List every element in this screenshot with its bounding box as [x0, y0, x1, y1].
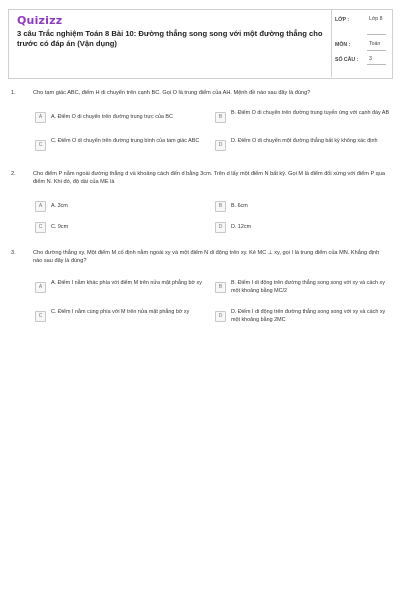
- option-text: D. Điểm I di động trên đường thẳng song song với xy và cách xy một khoảng bằng 2MC: [231, 309, 386, 323]
- option-text: B. Điểm I di động trên đường thẳng song song với xy và cách xy một khoảng bằng MC/2: [231, 280, 385, 294]
- class-underline: [367, 34, 386, 35]
- subject-value: Toán: [369, 41, 381, 47]
- question-text: Cho tam giác ABC, điểm H di chuyển trên cạnh BC. Gọi O là trung điểm của AH. Mệnh đề nào sau đây là đúng?: [33, 90, 311, 96]
- option-text: C. Điểm O di chuyển trên đường trung bình của tam giác ABC: [51, 138, 200, 144]
- option-text: D. Điểm O di chuyển một đường thẳng bất kỳ không xác định: [231, 138, 378, 144]
- option-letter-box[interactable]: D: [215, 311, 226, 322]
- option-letter-box[interactable]: C: [35, 222, 46, 233]
- option-letter-box[interactable]: A: [35, 282, 46, 293]
- count-value: 3: [369, 56, 372, 62]
- question-text: Cho điểm P nằm ngoài đường thẳng d và khoảng cách đến d bằng 3cm. Trên d lấy một điểm N bất kỳ. Gọi M là điểm đối xứng với điểm P qua điểm N. Khi đó, độ dài của ME là: [33, 171, 385, 185]
- quizizz-logo: Quizizz: [17, 14, 63, 27]
- subject-underline: [367, 50, 386, 51]
- option-text: A. Điểm O di chuyển trên đường trung trực của BC: [51, 114, 173, 120]
- question-number: 2.: [11, 171, 16, 177]
- option-letter-box[interactable]: C: [35, 140, 46, 151]
- worksheet-title: 3 câu Trắc nghiệm Toán 8 Bài 10: Đường thẳng song song với một đường thẳng cho trước có đáp án (Vận dụng): [17, 29, 323, 48]
- option-letter-box[interactable]: C: [35, 311, 46, 322]
- question-text: Cho đường thẳng xy. Một điểm M cố định nằm ngoài xy và một điểm N di động trên xy. Kẻ MC ⊥ xy, gọi I là trung điểm của MN. Khẳng định nào sau đây là đúng?: [33, 250, 380, 264]
- option-text: A. 3cm: [51, 203, 68, 209]
- option-text: C. 9cm: [51, 224, 69, 230]
- option-letter-box[interactable]: D: [215, 140, 226, 151]
- count-underline: [367, 64, 386, 65]
- class-label: LỚP :: [335, 17, 350, 23]
- option-letter-box[interactable]: A: [35, 112, 46, 123]
- option-letter-box[interactable]: B: [215, 282, 226, 293]
- option-letter-box[interactable]: A: [35, 201, 46, 212]
- option-letter-box[interactable]: D: [215, 222, 226, 233]
- subject-label: MÔN :: [335, 42, 351, 48]
- count-label: SỐ CÂU :: [335, 57, 359, 63]
- question-number: 1.: [11, 90, 16, 96]
- option-text: D. 12cm: [231, 224, 252, 230]
- question-number: 3.: [11, 250, 16, 256]
- header-divider: [331, 10, 332, 77]
- option-text: C. Điểm I nằm cùng phía với M trên nửa mặt phẳng bờ xy: [51, 309, 190, 315]
- option-letter-box[interactable]: B: [215, 201, 226, 212]
- option-text: A. Điểm I nằm khác phía với điểm M trên nửa mặt phẳng bờ xy: [51, 280, 202, 286]
- option-text: B. Điểm O di chuyển trên đường trung tuyến ứng với cạnh đáy AB: [231, 110, 390, 116]
- option-letter-box[interactable]: B: [215, 112, 226, 123]
- option-text: B. 6cm: [231, 203, 248, 209]
- class-value: Lớp 8: [369, 16, 383, 22]
